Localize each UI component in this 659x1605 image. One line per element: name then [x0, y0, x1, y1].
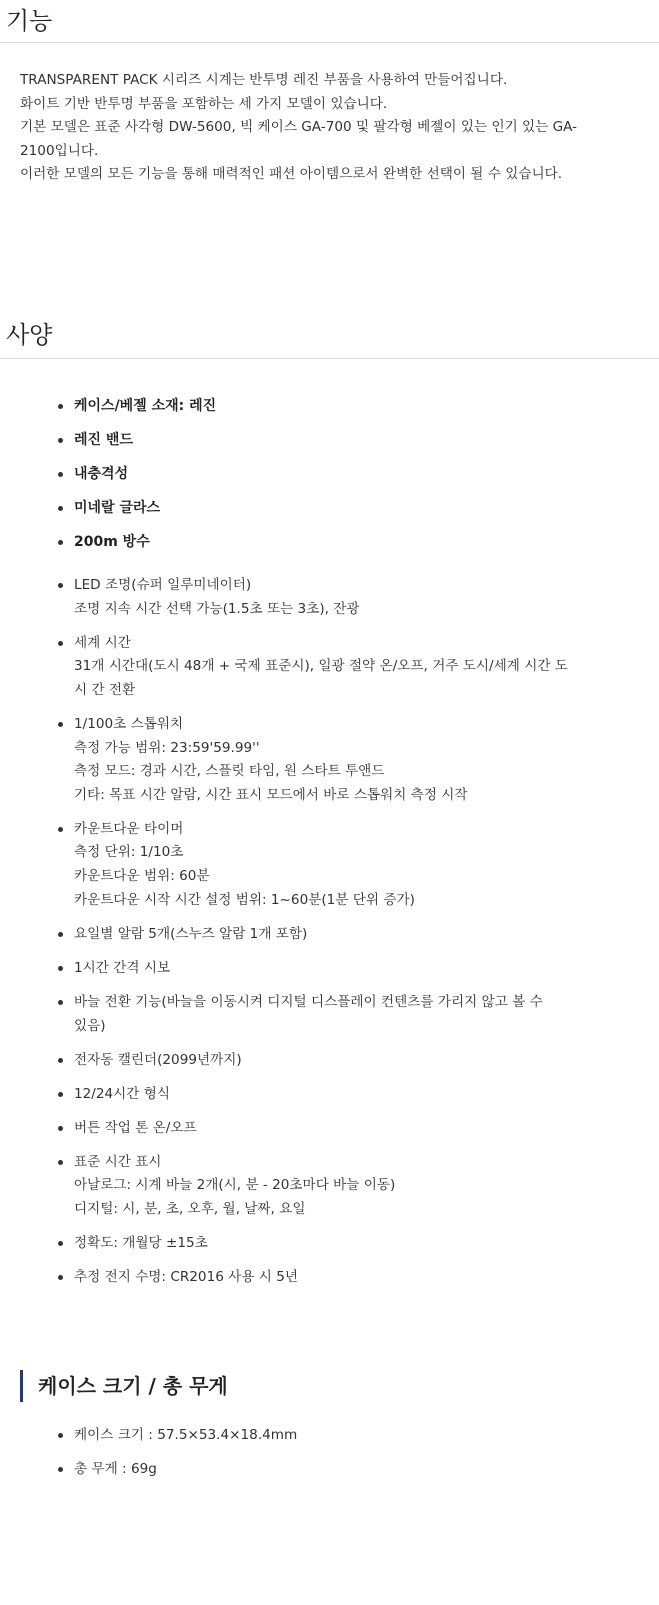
spec-item-detail: 기타: 목표 시간 알람, 시간 표시 모드에서 바로 스톱워치 측정 시작 — [74, 786, 468, 803]
spec-item-detail: 시 간 전환 — [74, 681, 136, 698]
detail-specs-list — [58, 574, 618, 1300]
spec-item-detail: 조명 지속 시간 선택 가능(1.5초 또는 3초), 잔광 — [74, 600, 360, 617]
size-weight-list — [58, 1425, 618, 1493]
list-item — [58, 1117, 618, 1141]
list-item: 미네랄 글라스 — [58, 498, 638, 518]
spec-item-title: 1시간 간격 시보 — [74, 959, 171, 976]
spec-item-title: 전자동 캘린더(2099년까지) — [74, 1051, 242, 1068]
features-paragraph: 기본 모델은 표준 사각형 DW-5600, 빅 케이스 GA-700 및 팔각형 베젤이 있는 인기 있는 GA- — [20, 119, 578, 136]
features-paragraph: 2100입니다. — [20, 142, 99, 159]
list-item — [58, 632, 618, 703]
key-specs-list — [58, 396, 638, 566]
spec-item-title: 요일별 알람 5개(스누즈 알람 1개 포함) — [74, 925, 308, 942]
features-section — [0, 0, 659, 187]
list-item: 케이스/베젤 소재: 레진 — [58, 396, 638, 416]
size-weight-heading-block — [20, 1370, 659, 1402]
list-item — [58, 923, 618, 947]
list-item — [58, 1151, 618, 1222]
list-item — [58, 1232, 618, 1256]
size-weight-section — [0, 1370, 659, 1402]
spec-item-title: 표준 시간 표시 — [74, 1153, 162, 1170]
list-item — [58, 1083, 618, 1107]
heading-accent-bar — [20, 1370, 23, 1402]
spec-item-detail: 카운트다운 시작 시간 설정 범위: 1~60분(1분 단위 증가) — [74, 891, 415, 908]
spec-item-title: 바늘 전환 기능(바늘을 이동시켜 디지털 디스플레이 컨텐츠를 가리지 않고 볼 수 — [74, 993, 543, 1010]
spec-item-title: 추정 전지 수명: CR2016 사용 시 5년 — [74, 1269, 299, 1286]
spec-item-detail: 디지털: 시, 분, 초, 오후, 월, 날짜, 요일 — [74, 1201, 306, 1218]
spec-item-detail: 31개 시간대(도시 48개 + 국제 표준시), 일광 절약 온/오프, 거주 도시/세계 시간 도 — [74, 658, 568, 675]
list-item: 200m 방수 — [58, 532, 638, 552]
features-paragraph: TRANSPARENT PACK 시리즈 시계는 반투명 레진 부품을 사용하여 만들어집니다. — [20, 72, 508, 88]
specs-divider — [0, 358, 659, 359]
features-heading: 기능 — [6, 7, 53, 35]
list-item — [58, 1266, 618, 1290]
list-item — [58, 957, 618, 981]
features-paragraph: 화이트 기반 반투명 부품을 포함하는 세 가지 모델이 있습니다. — [20, 95, 388, 112]
list-item — [58, 713, 618, 807]
spec-item-title: 정확도: 개월당 ±15초 — [74, 1235, 208, 1252]
features-paragraph: 이러한 모델의 모든 기능을 통해 매력적인 패션 아이템으로서 완벽한 선택이 될 수 있습니다. — [20, 166, 563, 183]
spec-item-title: 카운트다운 타이머 — [74, 820, 184, 837]
spec-item-detail: 측정 모드: 경과 시간, 스플릿 타임, 원 스타트 투앤드 — [74, 763, 385, 780]
list-item: 내충격성 — [58, 464, 638, 484]
spec-item-title: 버튼 작업 톤 온/오프 — [74, 1119, 197, 1136]
spec-item-title: LED 조명(슈퍼 일루미네이터) — [74, 577, 252, 593]
spec-item-detail: 측정 단위: 1/10초 — [74, 844, 184, 861]
spec-item-title: 1/100초 스톱워치 — [74, 715, 184, 732]
spec-item-title: 세계 시간 — [74, 634, 131, 651]
list-item: 총 무게 : 69g — [58, 1459, 618, 1479]
spec-item-detail: 아날로그: 시계 바늘 2개(시, 분 - 20초마다 바늘 이동) — [74, 1177, 396, 1194]
spec-item-detail: 카운트다운 범위: 60분 — [74, 868, 210, 885]
spec-item-detail: 측정 가능 범위: 23:59'59.99'' — [74, 739, 260, 756]
specs-section — [0, 316, 659, 359]
spec-item-detail: 있음) — [74, 1017, 106, 1034]
features-description — [0, 43, 659, 187]
specs-heading: 사양 — [6, 321, 53, 349]
spec-item-title: 12/24시간 형식 — [74, 1085, 171, 1102]
list-item: 레진 밴드 — [58, 430, 638, 450]
size-weight-heading: 케이스 크기 / 총 무게 — [38, 1374, 228, 1398]
list-item: 케이스 크기 : 57.5×53.4×18.4mm — [58, 1425, 618, 1445]
list-item — [58, 818, 618, 912]
list-item — [58, 574, 618, 621]
list-item — [58, 1049, 618, 1073]
list-item — [58, 991, 618, 1038]
